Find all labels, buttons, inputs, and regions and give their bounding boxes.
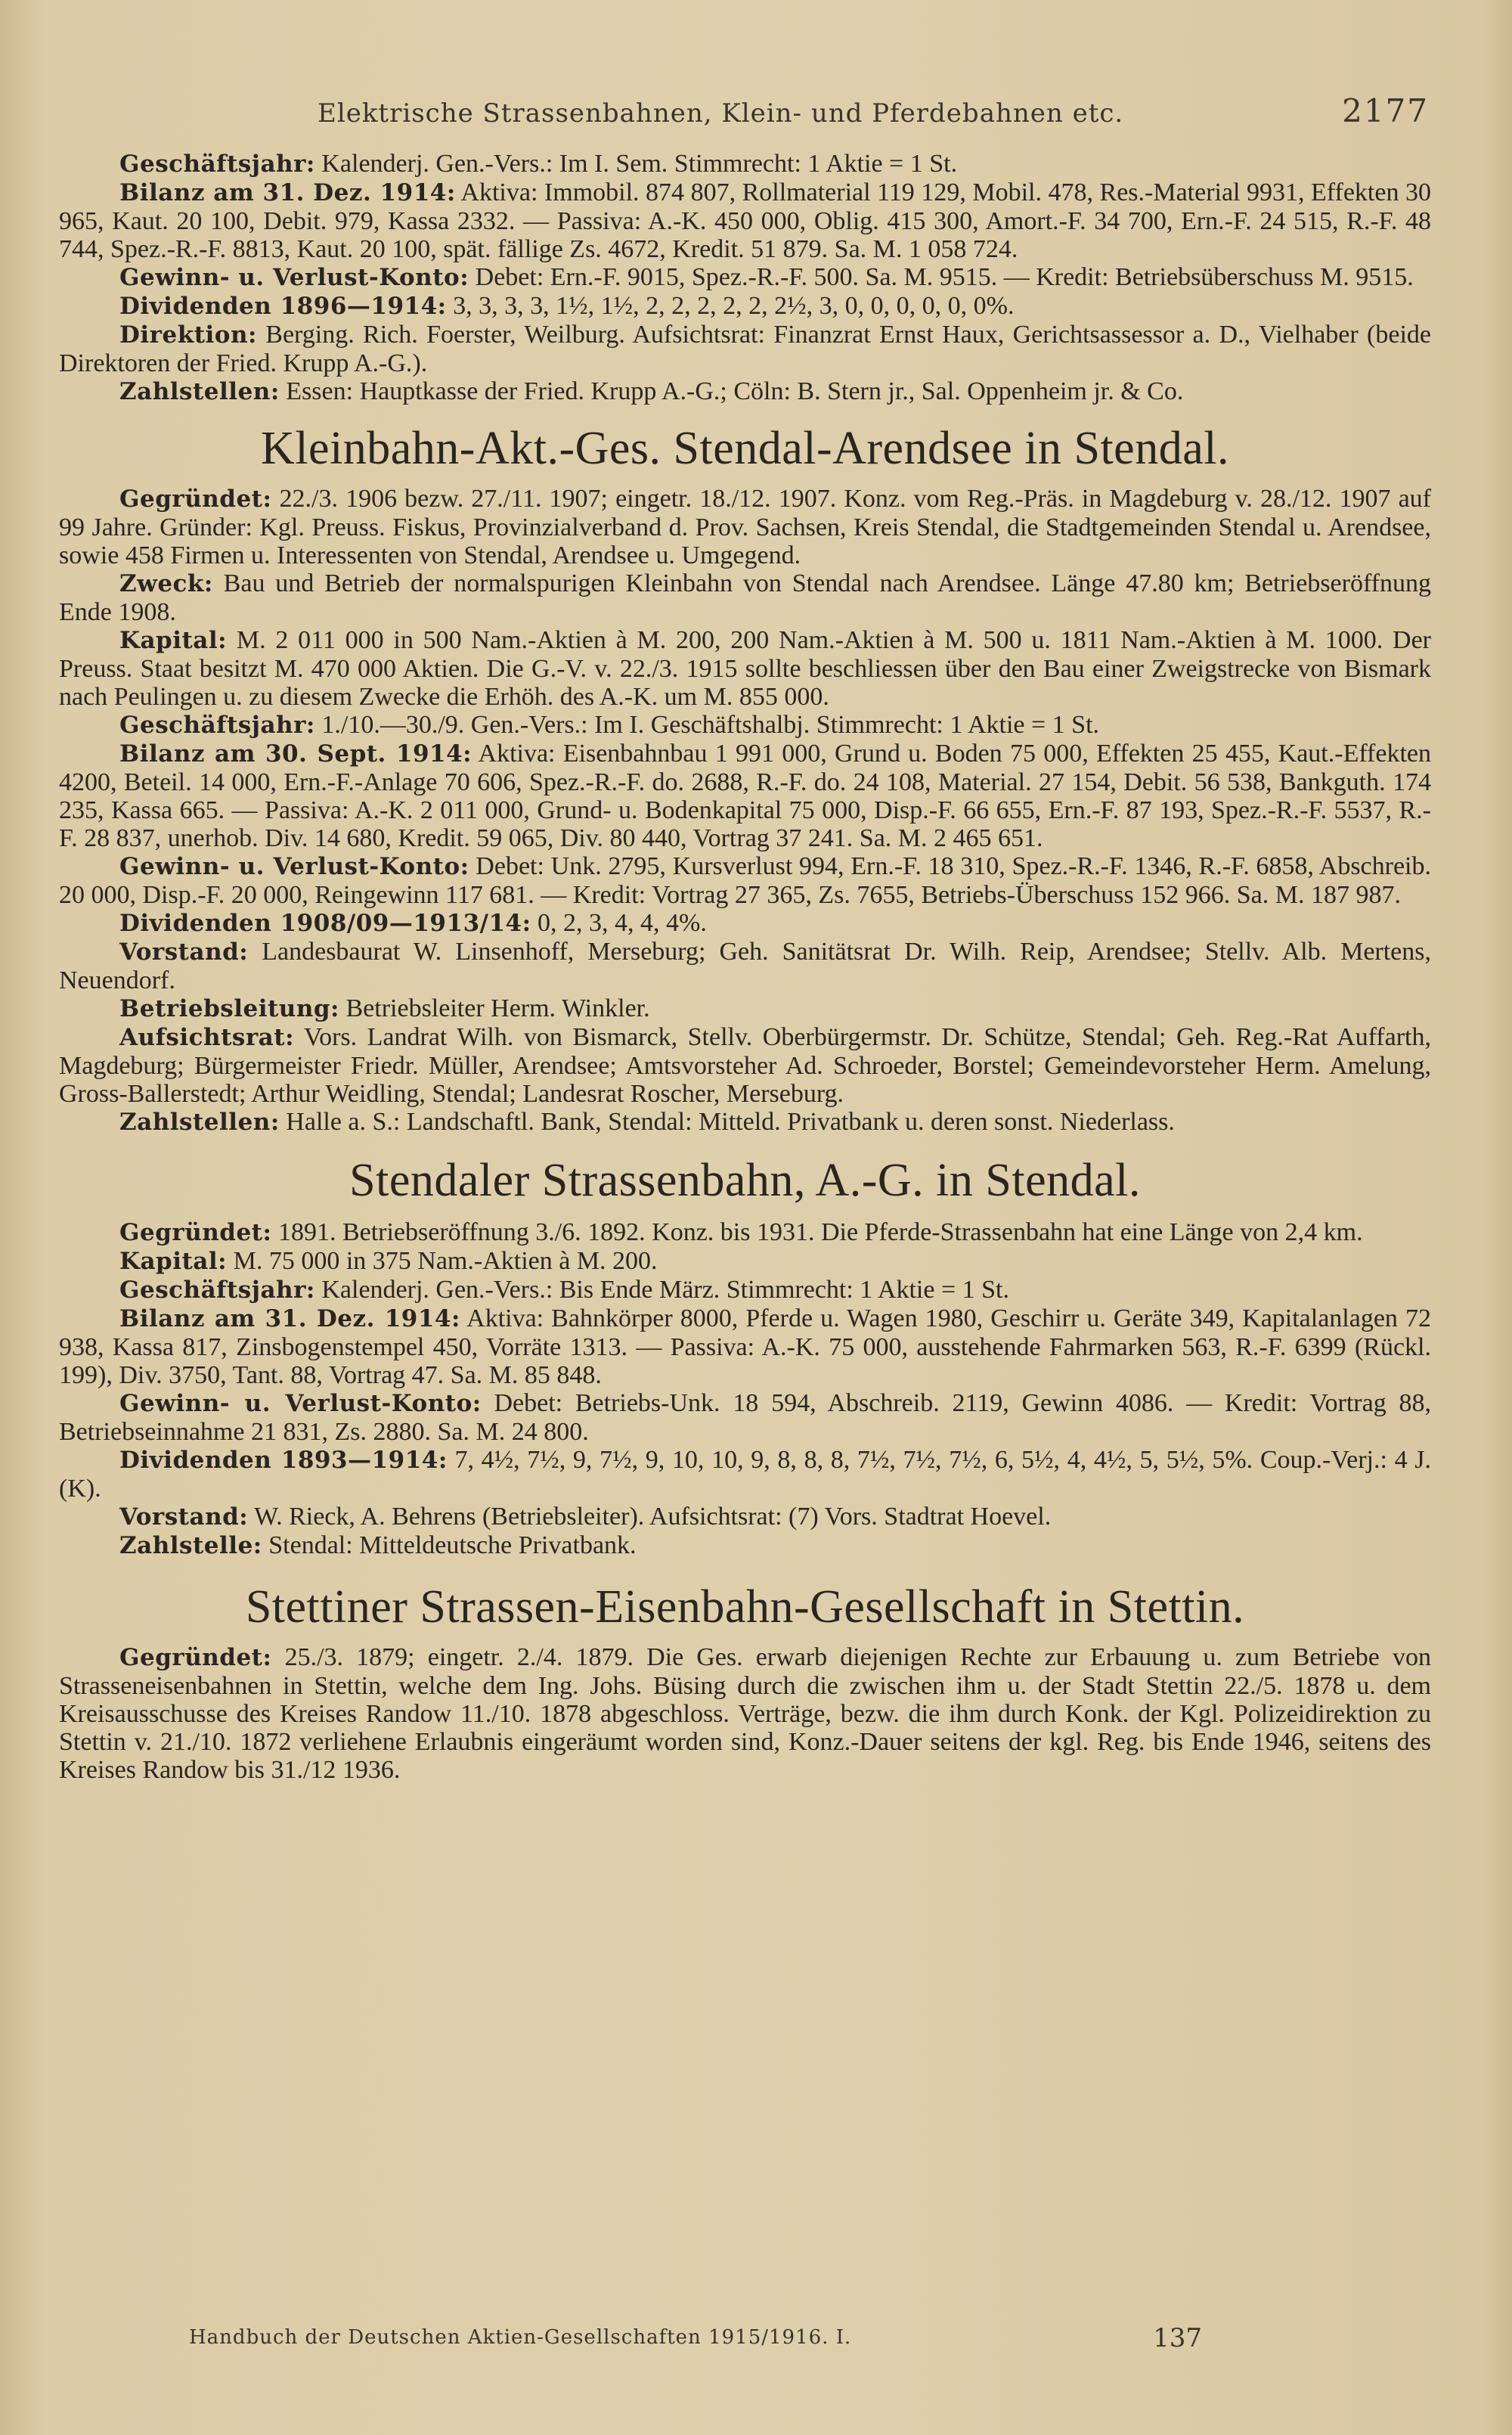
entry-paragraph: [59, 994, 1431, 1023]
company-title-kleinbahn-stendal-arendsee: Kleinbahn-Akt.-Ges. Stendal-Arendsee in Stendal.: [261, 423, 1229, 474]
entry-label: Kapital:: [119, 627, 228, 654]
entry-label: Dividenden 1896—1914:: [119, 293, 447, 320]
entry-text: Aktiva: Immobil. 874 807, Rollmaterial 119 129, Mobil. 478, Res.-Material 9931, Effekten 30 965, Kaut. 20 100, Debit. 979, Kassa 2332. — Passiva: A.-K. 450 000, Oblig. 415 300, Amort.-F. 34 700, Ern.-F. 24 515, R.-F. 48 744, Spez.-R.-F. 8813, Kaut. 20 100, spät. fällige Zs. 4672, Kredit. 51 879. Sa. M. 1 058 724.: [59, 178, 1431, 263]
entry-paragraph: [59, 569, 1431, 626]
entry-text: 1./10.—30./9. Gen.-Vers.: Im I. Geschäftshalbj. Stimmrecht: 1 Aktie = 1 St.: [314, 711, 1100, 739]
company-entry-stendaler-strassenbahn: [59, 1218, 1431, 1560]
entry-label: Dividenden 1908/09—1913/14:: [119, 910, 531, 937]
entry-text: 3, 3, 3, 3, 1½, 1½, 2, 2, 2, 2, 2, 2½, 3, 0, 0, 0, 0, 0, 0%.: [446, 292, 1015, 320]
entry-label: Gewinn- u. Verlust-Konto:: [119, 264, 469, 291]
entry-label: Bilanz am 31. Dez. 1914:: [119, 179, 456, 206]
entry-label: Geschäftsjahr:: [119, 712, 315, 739]
continuation-entry: [59, 150, 1431, 406]
company-title-stettiner-strassen-eisenbahn: Stettiner Strassen-Eisenbahn-Gesellschaft in Stettin.: [245, 1581, 1245, 1633]
entry-paragraph: [59, 150, 1431, 178]
entry-text: Kalenderj. Gen.-Vers.: Bis Ende März. Stimmrecht: 1 Aktie = 1 St.: [314, 1276, 1009, 1304]
entry-label: Bilanz am 30. Sept. 1914:: [119, 740, 472, 768]
entry-label: Zweck:: [119, 570, 213, 597]
entry-label: Zahlstellen:: [119, 378, 280, 405]
entry-label: Gegründet:: [119, 1219, 272, 1246]
entry-paragraph: [59, 178, 1431, 263]
running-title: Elektrische Strassenbahnen, Klein- und Pferdebahnen etc.: [318, 98, 1124, 129]
entry-paragraph: [59, 1389, 1431, 1446]
entry-paragraph: [59, 485, 1431, 569]
entry-text: Vors. Landrat Wilh. von Bismarck, Stellv. Oberbürgermstr. Dr. Schütze, Stendal; Geh. Reg.-Rat Auffarth, Magdeburg; Bürgermeister Friedr. Müller, Arendsee; Amtsvorsteher Ad. Schroeder, Borstel; Gemeindevorsteher Herm. Amelung, Gross-Ballerstedt; Arthur Weidling, Stendal; Landesrat Roscher, Merseburg.: [59, 1023, 1431, 1108]
entry-paragraph: [59, 1446, 1431, 1503]
entry-paragraph: [59, 740, 1431, 852]
entry-paragraph: [59, 1304, 1431, 1389]
entry-label: Geschäftsjahr:: [119, 1276, 315, 1304]
entry-text: Betriebsleiter Herm. Winkler.: [339, 994, 650, 1022]
entry-text: 22./3. 1906 bezw. 27./11. 1907; eingetr. 18./12. 1907. Konz. vom Reg.-Präs. in Magdeburg v. 28./12. 1907 auf 99 Jahre. Gründer: Kgl. Preuss. Fiskus, Provinzialverband d. Prov. Sachsen, Kreis Stendal, die Stadtgemeinden Stendal u. Arendsee, sowie 458 Firmen u. Interessenten von Stendal, Arendsee u. Umgegend.: [59, 485, 1431, 569]
footer-signature: 137: [1153, 2323, 1202, 2353]
entry-text: 0, 2, 3, 4, 4, 4%.: [531, 909, 707, 937]
entry-label: Gewinn- u. Verlust-Konto:: [119, 1390, 482, 1417]
entry-label: Zahlstellen:: [119, 1109, 280, 1136]
entry-text: Kalenderj. Gen.-Vers.: Im I. Sem. Stimmrecht: 1 Aktie = 1 St.: [314, 150, 958, 178]
entry-paragraph: [59, 1247, 1431, 1276]
entry-text: Aktiva: Eisenbahnbau 1 991 000, Grund u. Boden 75 000, Effekten 25 455, Kaut.-Effekten 4200, Beteil. 14 000, Ern.-F.-Anlage 70 606, Spez.-R.-F. do. 2688, R.-F. do. 24 108, Material. 27 154, Debit. 56 538, Bankguth. 174 235, Kassa 665. — Passiva: A.-K. 2 011 000, Grund- u. Bodenkapital 75 000, Disp.-F. 66 655, Ern.-F. 87 193, Spez.-R.-F. 5537, R.-F. 28 837, unerhob. Div. 14 680, Kredit. 59 065, Div. 80 440, Vortrag 37 241. Sa. M. 2 465 651.: [59, 740, 1431, 852]
entry-text: Halle a. S.: Landschaftl. Bank, Stendal: Mitteld. Privatbank u. deren sonst. Niederlass.: [279, 1108, 1175, 1136]
entry-paragraph: [59, 1643, 1431, 1784]
entry-label: Aufsichtsrat:: [119, 1024, 295, 1051]
entry-paragraph: [59, 852, 1431, 909]
entry-label: Bilanz am 31. Dez. 1914:: [119, 1305, 460, 1332]
entry-label: Gegründet:: [119, 485, 272, 513]
entry-paragraph: [59, 626, 1431, 711]
entry-label: Kapital:: [119, 1248, 228, 1275]
page-number: 2177: [1342, 92, 1429, 129]
entry-label: Gewinn- u. Verlust-Konto:: [119, 853, 469, 880]
page-content: [59, 150, 1431, 1784]
entry-paragraph: [59, 377, 1431, 406]
entry-paragraph: [59, 711, 1431, 740]
entry-text: W. Rieck, A. Behrens (Betriebsleiter). Aufsichtsrat: (7) Vors. Stadtrat Hoevel.: [248, 1503, 1052, 1531]
entry-label: Dividenden 1893—1914:: [119, 1447, 448, 1474]
entry-label: Betriebsleitung:: [119, 995, 339, 1022]
entry-label: Vorstand:: [119, 938, 249, 966]
entry-text: Essen: Hauptkasse der Fried. Krupp A.-G.; Cöln: B. Stern jr., Sal. Oppenheim jr. & Co.: [279, 377, 1184, 405]
entry-paragraph: [59, 1023, 1431, 1108]
entry-text: 7, 4½, 7½, 9, 7½, 9, 10, 10, 9, 8, 8, 8, 7½, 7½, 7½, 6, 5½, 4, 4½, 5, 5½, 5%. Coup.-Verj.: 4 J. (K).: [59, 1446, 1431, 1503]
entry-paragraph: [59, 938, 1431, 994]
entry-paragraph: [59, 1503, 1431, 1531]
entry-paragraph: [59, 1531, 1431, 1560]
entry-label: Vorstand:: [119, 1503, 249, 1531]
entry-text: Berging. Rich. Foerster, Weilburg. Aufsichtsrat: Finanzrat Ernst Haux, Gerichtsassessor a. D., Vielhaber (beide Direktoren der Fried. Krupp A.-G.).: [59, 321, 1431, 377]
entry-text: Debet: Ern.-F. 9015, Spez.-R.-F. 500. Sa. M. 9515. — Kredit: Betriebsüberschuss M. 9515.: [469, 263, 1414, 291]
entry-paragraph: [59, 321, 1431, 377]
entry-paragraph: [59, 909, 1431, 938]
entry-paragraph: [59, 1108, 1431, 1137]
entry-label: Direktion:: [119, 321, 257, 349]
entry-text: Aktiva: Bahnkörper 8000, Pferde u. Wagen 1980, Geschirr u. Geräte 349, Kapitalanlagen 72 938, Kassa 817, Zinsbogenstempel 450, Vorräte 1313. — Passiva: A.-K. 75 000, ausstehende Fahrmarken 563, R.-F. 6399 (Rückl. 199), Div. 3750, Tant. 88, Vortrag 47. Sa. M. 85 848.: [59, 1304, 1431, 1389]
entry-text: Stendal: Mitteldeutsche Privatbank.: [262, 1531, 637, 1559]
entry-label: Geschäftsjahr:: [119, 150, 315, 178]
entry-text: Debet: Betriebs-Unk. 18 594, Abschreib. 2119, Gewinn 4086. — Kredit: Vortrag 88, Betriebseinnahme 21 831, Zs. 2880. Sa. M. 24 800.: [59, 1389, 1431, 1446]
entry-text: Debet: Unk. 2795, Kursverlust 994, Ern.-F. 18 310, Spez.-R.-F. 1346, R.-F. 6858, Abschreib. 20 000, Disp.-F. 20 000, Reingewinn 117 681. — Kredit: Vortrag 27 365, Zs. 7655, Betriebs-Überschuss 152 966. Sa. M. 187 987.: [59, 852, 1431, 909]
company-entry-stettiner-strassen-eisenbahn: [59, 1643, 1431, 1784]
entry-text: Landesbaurat W. Linsenhoff, Merseburg; Geh. Sanitätsrat Dr. Wilh. Reip, Arendsee; Stellv. Alb. Mertens, Neuendorf.: [59, 938, 1431, 994]
footer-book-title: Handbuch der Deutschen Aktien-Gesellschaften 1915/1916. I.: [189, 2326, 852, 2349]
entry-label: Zahlstelle:: [119, 1532, 262, 1559]
company-entry-kleinbahn-stendal-arendsee: [59, 485, 1431, 1137]
entry-text: 1891. Betriebseröffnung 3./6. 1892. Konz. bis 1931. Die Pferde-Strassenbahn hat eine Länge von 2,4 km.: [271, 1218, 1363, 1246]
entry-text: M. 2 011 000 in 500 Nam.-Aktien à M. 200, 200 Nam.-Aktien à M. 500 u. 1811 Nam.-Aktien à M. 1000. Der Preuss. Staat besitzt M. 470 000 Aktien. Die G.-V. v. 22./3. 1915 sollte beschliessen über den Bau einer Zweigstrecke von Bismark nach Peulingen u. zu diesem Zwecke die Erhöh. des A.-K. um M. 855 000.: [59, 626, 1431, 711]
company-title-stendaler-strassenbahn: Stendaler Strassenbahn, A.-G. in Stendal.: [349, 1155, 1141, 1206]
entry-paragraph: [59, 292, 1431, 321]
entry-text: Bau und Betrieb der normalspurigen Kleinbahn von Stendal nach Arendsee. Länge 47.80 km; Betriebseröffnung Ende 1908.: [59, 569, 1431, 626]
entry-label: Gegründet:: [119, 1644, 272, 1671]
entry-text: 25./3. 1879; eingetr. 2./4. 1879. Die Ges. erwarb diejenigen Rechte zur Erbauung u. zum Betriebe von Strasseneisenbahnen in Stettin, welche dem Ing. Johs. Büsing durch die zwischen ihm u. der Stadt Stettin 22./5. 1878 u. dem Kreisausschusse des Kreises Randow 11./10. 1878 abgeschloss. Verträge, bezw. die ihm durch Konk. der Kgl. Polizeidirektion zu Stettin v. 21./10. 1872 verliehene Erlaubnis eingeräumt worden sind, Konz.-Dauer seitens der kgl. Reg. bis Ende 1946, seitens des Kreises Randow bis 31./12 1936.: [59, 1643, 1431, 1784]
entry-text: M. 75 000 in 375 Nam.-Aktien à M. 200.: [227, 1247, 658, 1275]
entry-paragraph: [59, 263, 1431, 292]
entry-paragraph: [59, 1276, 1431, 1304]
entry-paragraph: [59, 1218, 1431, 1247]
